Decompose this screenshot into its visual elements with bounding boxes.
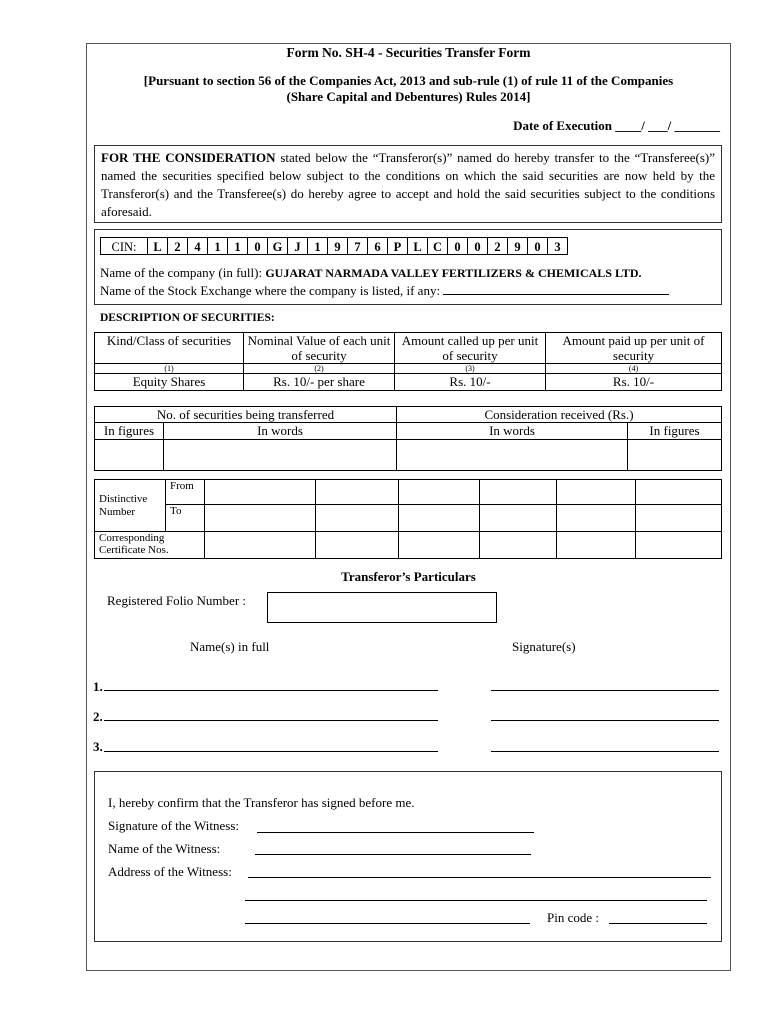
cell-nominal: Rs. 10/- per share xyxy=(244,374,395,391)
header-consideration: Consideration received (Rs.) xyxy=(397,407,722,423)
header-paid-up: Amount paid up per unit of security xyxy=(546,333,722,364)
certificate-cell[interactable] xyxy=(399,532,480,559)
dist-from-cell[interactable] xyxy=(480,480,557,505)
header-nominal: Nominal Value of each unit of security xyxy=(244,333,395,364)
col-number: (1) xyxy=(95,364,244,374)
certificate-cell[interactable] xyxy=(480,532,557,559)
transferor-signature-line[interactable] xyxy=(491,690,719,691)
cin-row xyxy=(100,237,568,255)
header-no-securities: No. of securities being transferred xyxy=(95,407,397,423)
dist-from-cell[interactable] xyxy=(205,480,316,505)
witness-address-line[interactable] xyxy=(245,900,707,901)
distinctive-table xyxy=(94,479,722,559)
cin-label: CIN: xyxy=(100,237,148,255)
cin-char: 1 xyxy=(207,237,228,255)
dist-from-cell[interactable] xyxy=(557,480,636,505)
header-called-up: Amount called up per unit of security xyxy=(395,333,546,364)
form-subtitle-line1: [Pursuant to section 56 of the Companies Act, 2013 and sub-rule (1) of rule 11 of the Companies xyxy=(143,73,674,88)
witness-section xyxy=(94,771,722,942)
dist-to-cell[interactable] xyxy=(399,505,480,532)
transferor-heading: Transferor’s Particulars xyxy=(341,569,476,584)
cin-char: 6 xyxy=(367,237,388,255)
dist-to-cell[interactable] xyxy=(205,505,316,532)
from-label: From xyxy=(166,480,205,505)
col-number: (3) xyxy=(395,364,546,374)
form-title: Form No. SH-4 - Securities Transfer Form xyxy=(286,45,531,60)
cin-char: 0 xyxy=(447,237,468,255)
distinctive-label: Distinctive Number xyxy=(95,480,166,532)
to-label: To xyxy=(166,505,205,532)
dist-to-cell[interactable] xyxy=(636,505,722,532)
transferor-name-line[interactable] xyxy=(104,690,438,691)
header-in-figures-2: In figures xyxy=(628,423,722,440)
field-consideration-words[interactable] xyxy=(397,440,628,471)
pin-code-line[interactable] xyxy=(609,923,707,924)
securities-heading: DESCRIPTION OF SECURITIES: xyxy=(100,312,275,324)
cin-char: 2 xyxy=(167,237,188,255)
cin-char: J xyxy=(287,237,308,255)
cin-char: L xyxy=(407,237,428,255)
transferor-signature-line[interactable] xyxy=(491,720,719,721)
dist-to-cell[interactable] xyxy=(480,505,557,532)
witness-name-label: Name of the Witness: xyxy=(108,841,221,856)
company-details xyxy=(94,229,722,305)
dist-from-cell[interactable] xyxy=(316,480,399,505)
witness-address-label: Address of the Witness: xyxy=(108,864,232,879)
form-subtitle-line2: (Share Capital and Debentures) Rules 2014] xyxy=(286,89,531,104)
transferor-number: 3. xyxy=(93,739,103,754)
col-number: (2) xyxy=(244,364,395,374)
witness-signature-line[interactable] xyxy=(257,832,534,833)
transferor-name-line[interactable] xyxy=(104,751,438,752)
cin-char: 3 xyxy=(547,237,568,255)
names-label: Name(s) in full xyxy=(190,639,270,654)
field-consideration-figures[interactable] xyxy=(628,440,722,471)
certificate-cell[interactable] xyxy=(205,532,316,559)
cin-char: P xyxy=(387,237,408,255)
witness-confirm: I, hereby confirm that the Transferor has signed before me. xyxy=(108,795,415,810)
transferor-name-line[interactable] xyxy=(104,720,438,721)
cin-char: 0 xyxy=(467,237,488,255)
transferor-number: 1. xyxy=(93,679,103,694)
cin-char: G xyxy=(267,237,288,255)
securities-table xyxy=(94,332,722,391)
cin-char: 7 xyxy=(347,237,368,255)
cin-char: 4 xyxy=(187,237,208,255)
date-of-execution[interactable]: Date of Execution ____/ ___/ _______ xyxy=(513,118,720,133)
cin-char: 1 xyxy=(307,237,328,255)
cin-char: 2 xyxy=(487,237,508,255)
header-in-words: In words xyxy=(164,423,397,440)
consideration-text: stated below the “Transferor(s)” named do hereby transfer to the “Transferee(s)” named the securities specified below subject to the conditions on which the said securities are now held by the Transferor(s) and the Transferee(s) do hereby agree to accept and hold the said securities subject to the conditions aforesaid. xyxy=(101,150,715,219)
cin-char: C xyxy=(427,237,448,255)
cin-char: L xyxy=(147,237,168,255)
dist-from-cell[interactable] xyxy=(636,480,722,505)
cell-kind: Equity Shares xyxy=(95,374,244,391)
consideration-clause xyxy=(94,145,722,223)
dist-to-cell[interactable] xyxy=(316,505,399,532)
dist-to-cell[interactable] xyxy=(557,505,636,532)
witness-signature-label: Signature of the Witness: xyxy=(108,818,240,833)
cin-char: 9 xyxy=(327,237,348,255)
cell-called-up: Rs. 10/- xyxy=(395,374,546,391)
transfer-table xyxy=(94,406,722,471)
pin-code-label: Pin code : xyxy=(547,910,599,925)
stock-exchange-label: Name of the Stock Exchange where the company is listed, if any: xyxy=(100,283,441,298)
stock-exchange-line xyxy=(100,282,669,299)
col-number: (4) xyxy=(546,364,722,374)
witness-address-line[interactable] xyxy=(245,923,530,924)
transferor-signature-line[interactable] xyxy=(491,751,719,752)
certificate-label: Corresponding Certificate Nos. xyxy=(95,532,205,559)
signatures-label: Signature(s) xyxy=(512,639,576,654)
company-name: GUJARAT NARMADA VALLEY FERTILIZERS & CHEMICALS LTD. xyxy=(265,266,642,280)
header-in-figures: In figures xyxy=(95,423,164,440)
certificate-cell[interactable] xyxy=(557,532,636,559)
dist-from-cell[interactable] xyxy=(399,480,480,505)
cin-char: 1 xyxy=(227,237,248,255)
folio-label: Registered Folio Number : xyxy=(107,593,247,608)
witness-name-line[interactable] xyxy=(255,854,531,855)
field-words[interactable] xyxy=(164,440,397,471)
certificate-cell[interactable] xyxy=(316,532,399,559)
company-name-line xyxy=(100,265,642,281)
header-kind: Kind/Class of securities xyxy=(95,333,244,364)
folio-number-input[interactable] xyxy=(267,592,497,623)
certificate-cell[interactable] xyxy=(636,532,722,559)
consideration-lead: FOR THE CONSIDERATION xyxy=(101,150,276,165)
header-in-words-2: In words xyxy=(397,423,628,440)
cin-char: 0 xyxy=(247,237,268,255)
cin-char: 0 xyxy=(527,237,548,255)
stock-exchange-field[interactable] xyxy=(443,282,669,295)
cell-paid-up: Rs. 10/- xyxy=(546,374,722,391)
cin-char: 9 xyxy=(507,237,528,255)
company-name-label: Name of the company (in full): xyxy=(100,265,266,280)
transferor-number: 2. xyxy=(93,709,103,724)
field-figures[interactable] xyxy=(95,440,164,471)
witness-address-line[interactable] xyxy=(248,877,711,878)
